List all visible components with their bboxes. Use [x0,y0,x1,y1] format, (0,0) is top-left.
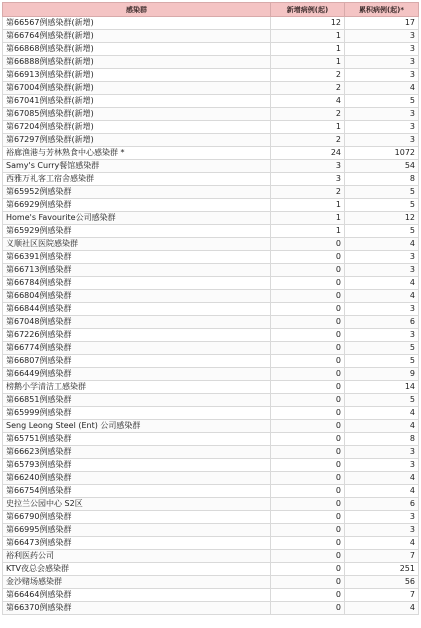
cell-new-cases: 0 [271,563,345,576]
cell-new-cases: 1 [271,30,345,43]
cell-total-cases: 1072 [345,147,419,160]
cell-new-cases: 0 [271,277,345,290]
cell-new-cases: 2 [271,186,345,199]
cell-cluster-name: 第67048例感染群 [3,316,271,329]
table-row [3,30,419,43]
cell-new-cases: 0 [271,589,345,602]
cell-new-cases: 0 [271,303,345,316]
cell-new-cases: 0 [271,459,345,472]
table-row [3,342,419,355]
table-row [3,134,419,147]
cell-cluster-name: 第66784例感染群 [3,277,271,290]
cell-total-cases: 8 [345,433,419,446]
cell-new-cases: 1 [271,199,345,212]
table-row [3,485,419,498]
cell-cluster-name: 裕廊渔港与芳林熟食中心感染群 * [3,147,271,160]
cell-cluster-name: 第66774例感染群 [3,342,271,355]
cell-new-cases: 0 [271,511,345,524]
table-row [3,82,419,95]
cell-cluster-name: 第66391例感染群 [3,251,271,264]
table-row [3,602,419,615]
cell-total-cases: 5 [345,95,419,108]
cell-new-cases: 1 [271,212,345,225]
cell-new-cases: 3 [271,160,345,173]
cell-cluster-name: 第67204例感染群(新增) [3,121,271,134]
cell-cluster-name: 第66851例感染群 [3,394,271,407]
table-row [3,225,419,238]
table-row [3,589,419,602]
cell-new-cases: 0 [271,485,345,498]
cell-cluster-name: 第66464例感染群 [3,589,271,602]
cell-cluster-name: 第66449例感染群 [3,368,271,381]
cell-new-cases: 0 [271,251,345,264]
table-row [3,355,419,368]
cell-new-cases: 4 [271,95,345,108]
cell-new-cases: 0 [271,368,345,381]
cell-total-cases: 7 [345,589,419,602]
cell-total-cases: 3 [345,121,419,134]
cell-total-cases: 3 [345,264,419,277]
cell-cluster-name: 第66754例感染群 [3,485,271,498]
cell-new-cases: 0 [271,420,345,433]
cell-cluster-name: 第66807例感染群 [3,355,271,368]
cell-total-cases: 3 [345,303,419,316]
table-row [3,446,419,459]
table-row [3,459,419,472]
cell-total-cases: 3 [345,43,419,56]
cell-total-cases: 8 [345,173,419,186]
cell-cluster-name: 第67004例感染群(新增) [3,82,271,95]
cell-total-cases: 4 [345,485,419,498]
table-row [3,368,419,381]
cell-cluster-name: 第65929例感染群 [3,225,271,238]
table-row [3,108,419,121]
cell-total-cases: 12 [345,212,419,225]
cell-total-cases: 6 [345,316,419,329]
cell-cluster-name: 第67041例感染群(新增) [3,95,271,108]
cell-new-cases: 0 [271,394,345,407]
cell-cluster-name: KTV夜总会感染群 [3,563,271,576]
cell-total-cases: 3 [345,134,419,147]
cell-new-cases: 0 [271,550,345,563]
cell-total-cases: 3 [345,446,419,459]
cell-new-cases: 0 [271,238,345,251]
cell-cluster-name: 第66623例感染群 [3,446,271,459]
cell-total-cases: 4 [345,290,419,303]
cell-total-cases: 251 [345,563,419,576]
table-row [3,511,419,524]
cell-cluster-name: 第65751例感染群 [3,433,271,446]
cell-new-cases: 1 [271,43,345,56]
table-row [3,251,419,264]
cell-total-cases: 6 [345,498,419,511]
cell-total-cases: 4 [345,277,419,290]
table-row [3,56,419,69]
cell-cluster-name: 第66844例感染群 [3,303,271,316]
cell-total-cases: 3 [345,524,419,537]
cell-cluster-name: Samy's Curry餐馆感染群 [3,160,271,173]
cell-total-cases: 3 [345,108,419,121]
cell-cluster-name: Home's Favourite公司感染群 [3,212,271,225]
cell-cluster-name: 榜鹅小学清洁工感染群 [3,381,271,394]
cell-new-cases: 0 [271,576,345,589]
cell-total-cases: 4 [345,238,419,251]
table-row [3,160,419,173]
table-row [3,186,419,199]
cell-cluster-name: 第66473例感染群 [3,537,271,550]
table-row [3,121,419,134]
cell-new-cases: 0 [271,407,345,420]
table-header-row [3,3,419,17]
table-row [3,433,419,446]
cell-cluster-name: 第65952例感染群 [3,186,271,199]
cell-cluster-name: 裕利医药公司 [3,550,271,563]
cell-new-cases: 0 [271,355,345,368]
cluster-table-container [2,2,419,615]
cell-total-cases: 5 [345,199,419,212]
table-row [3,69,419,82]
cell-cluster-name: 第66370例感染群 [3,602,271,615]
cell-total-cases: 3 [345,251,419,264]
cell-new-cases: 0 [271,524,345,537]
cell-new-cases: 2 [271,82,345,95]
cell-total-cases: 5 [345,355,419,368]
cell-total-cases: 3 [345,459,419,472]
table-row [3,394,419,407]
cell-cluster-name: 史拉兰公园中心 S2区 [3,498,271,511]
cell-total-cases: 4 [345,472,419,485]
cell-new-cases: 0 [271,329,345,342]
cell-new-cases: 12 [271,17,345,30]
cell-cluster-name: 第66804例感染群 [3,290,271,303]
table-body [3,17,419,615]
cell-total-cases: 5 [345,394,419,407]
header-cluster: 感染群 [3,3,271,17]
table-row [3,43,419,56]
cell-cluster-name: 义顺社区医院感染群 [3,238,271,251]
cell-new-cases: 0 [271,446,345,459]
cell-total-cases: 3 [345,30,419,43]
cell-new-cases: 2 [271,69,345,82]
table-row [3,524,419,537]
cell-total-cases: 4 [345,82,419,95]
table-row [3,381,419,394]
cluster-table [2,2,419,615]
table-row [3,498,419,511]
cell-new-cases: 1 [271,121,345,134]
cell-new-cases: 0 [271,381,345,394]
table-row [3,407,419,420]
cell-cluster-name: 第66868例感染群(新增) [3,43,271,56]
cell-cluster-name: 第66888例感染群(新增) [3,56,271,69]
table-row [3,563,419,576]
cell-cluster-name: 西雅万礼客工宿舍感染群 [3,173,271,186]
cell-total-cases: 5 [345,342,419,355]
cell-total-cases: 3 [345,69,419,82]
cell-total-cases: 4 [345,537,419,550]
cell-total-cases: 5 [345,225,419,238]
table-row [3,264,419,277]
table-row [3,212,419,225]
cell-total-cases: 14 [345,381,419,394]
cell-cluster-name: Seng Leong Steel (Ent) 公司感染群 [3,420,271,433]
table-row [3,537,419,550]
cell-new-cases: 0 [271,602,345,615]
table-row [3,329,419,342]
table-row [3,316,419,329]
cell-new-cases: 0 [271,498,345,511]
table-row [3,173,419,186]
header-total-cases: 累积病例(起)* [345,3,419,17]
cell-new-cases: 1 [271,56,345,69]
cell-new-cases: 24 [271,147,345,160]
cell-total-cases: 4 [345,407,419,420]
table-row [3,199,419,212]
cell-total-cases: 9 [345,368,419,381]
cell-new-cases: 1 [271,225,345,238]
cell-total-cases: 3 [345,56,419,69]
table-row [3,17,419,30]
table-row [3,277,419,290]
cell-new-cases: 0 [271,433,345,446]
table-row [3,238,419,251]
table-row [3,420,419,433]
cell-new-cases: 0 [271,264,345,277]
cell-total-cases: 56 [345,576,419,589]
cell-total-cases: 4 [345,602,419,615]
table-row [3,147,419,160]
cell-total-cases: 4 [345,420,419,433]
table-row [3,303,419,316]
cell-cluster-name: 第66240例感染群 [3,472,271,485]
cell-total-cases: 5 [345,186,419,199]
cell-cluster-name: 第65999例感染群 [3,407,271,420]
table-row [3,95,419,108]
cell-new-cases: 0 [271,316,345,329]
cell-cluster-name: 第65793例感染群 [3,459,271,472]
cell-new-cases: 2 [271,134,345,147]
cell-cluster-name: 第66929例感染群 [3,199,271,212]
header-new-cases: 新增病例(起) [271,3,345,17]
table-row [3,550,419,563]
table-row [3,472,419,485]
cell-cluster-name: 第66567例感染群(新增) [3,17,271,30]
table-row [3,290,419,303]
cell-new-cases: 3 [271,173,345,186]
cell-cluster-name: 第66913例感染群(新增) [3,69,271,82]
cell-total-cases: 54 [345,160,419,173]
table-row [3,576,419,589]
cell-cluster-name: 第67085例感染群(新增) [3,108,271,121]
cell-cluster-name: 第66790例感染群 [3,511,271,524]
cell-cluster-name: 第66995例感染群 [3,524,271,537]
cell-new-cases: 2 [271,108,345,121]
cell-cluster-name: 第67297例感染群(新增) [3,134,271,147]
cell-cluster-name: 第67226例感染群 [3,329,271,342]
cell-total-cases: 7 [345,550,419,563]
cell-total-cases: 3 [345,511,419,524]
cell-total-cases: 17 [345,17,419,30]
cell-new-cases: 0 [271,472,345,485]
cell-cluster-name: 金沙赌场感染群 [3,576,271,589]
cell-cluster-name: 第66764例感染群(新增) [3,30,271,43]
cell-cluster-name: 第66713例感染群 [3,264,271,277]
cell-total-cases: 3 [345,329,419,342]
cell-new-cases: 0 [271,537,345,550]
cell-new-cases: 0 [271,342,345,355]
cell-new-cases: 0 [271,290,345,303]
